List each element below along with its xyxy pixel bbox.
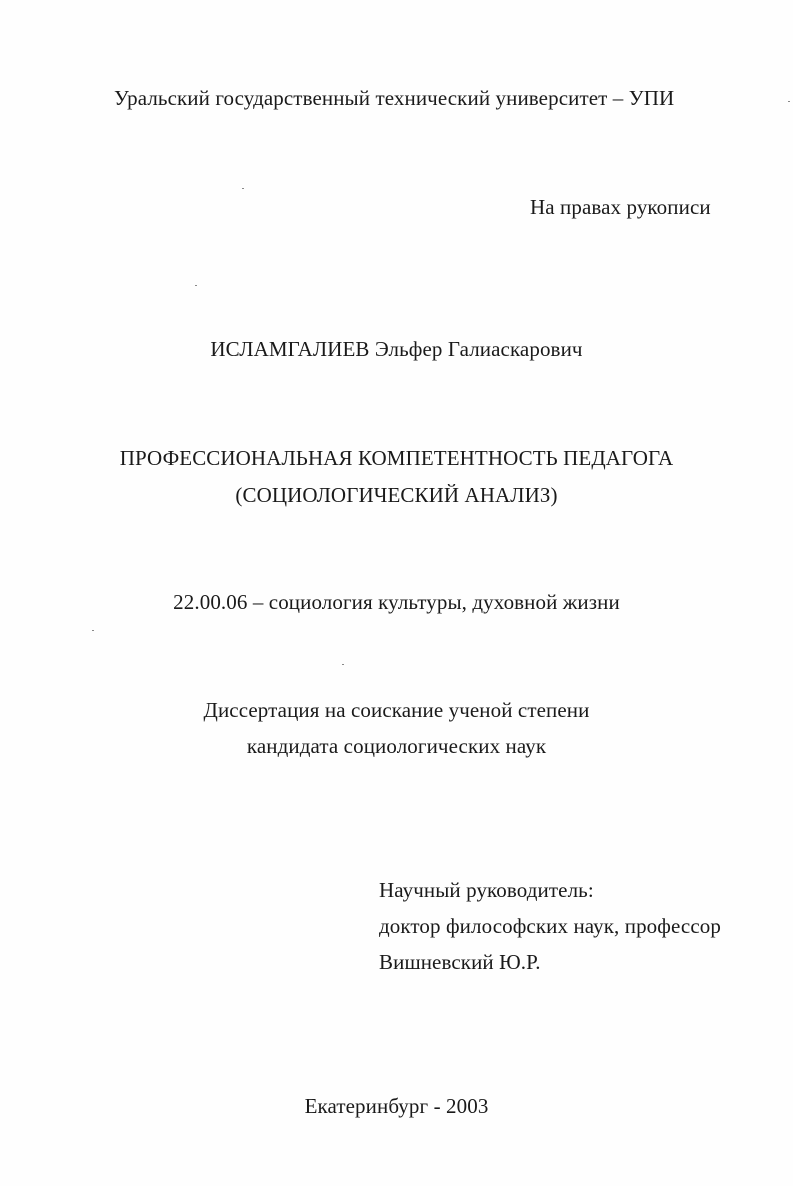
dissertation-title-line1: ПРОФЕССИОНАЛЬНАЯ КОМПЕТЕНТНОСТЬ ПЕДАГОГА <box>119 446 674 470</box>
scan-speck <box>92 630 94 631</box>
supervisor-label: Научный руководитель: <box>379 878 594 902</box>
dissertation-title-line2: (СОЦИОЛОГИЧЕСКИЙ АНАЛИЗ) <box>235 483 558 507</box>
degree-line2: кандидата социологических наук <box>246 734 547 758</box>
supervisor-credentials: доктор философских наук, профессор <box>379 914 721 938</box>
university-name: Уральский государственный технический университет – УПИ <box>114 86 675 110</box>
scan-speck <box>788 101 790 102</box>
place-and-year: Екатеринбург - 2003 <box>304 1094 489 1118</box>
degree-line1: Диссертация на соискание ученой степени <box>203 698 590 722</box>
specialty-code: 22.00.06 – социология культуры, духовной жизни <box>173 590 620 614</box>
author-name: ИСЛАМГАЛИЕВ Эльфер Галиаскарович <box>210 337 583 361</box>
supervisor-name: Вишневский Ю.Р. <box>379 950 541 974</box>
manuscript-note: На правах рукописи <box>530 195 711 219</box>
scan-speck <box>195 285 197 286</box>
scan-speck <box>342 664 344 665</box>
scan-speck <box>242 188 244 189</box>
